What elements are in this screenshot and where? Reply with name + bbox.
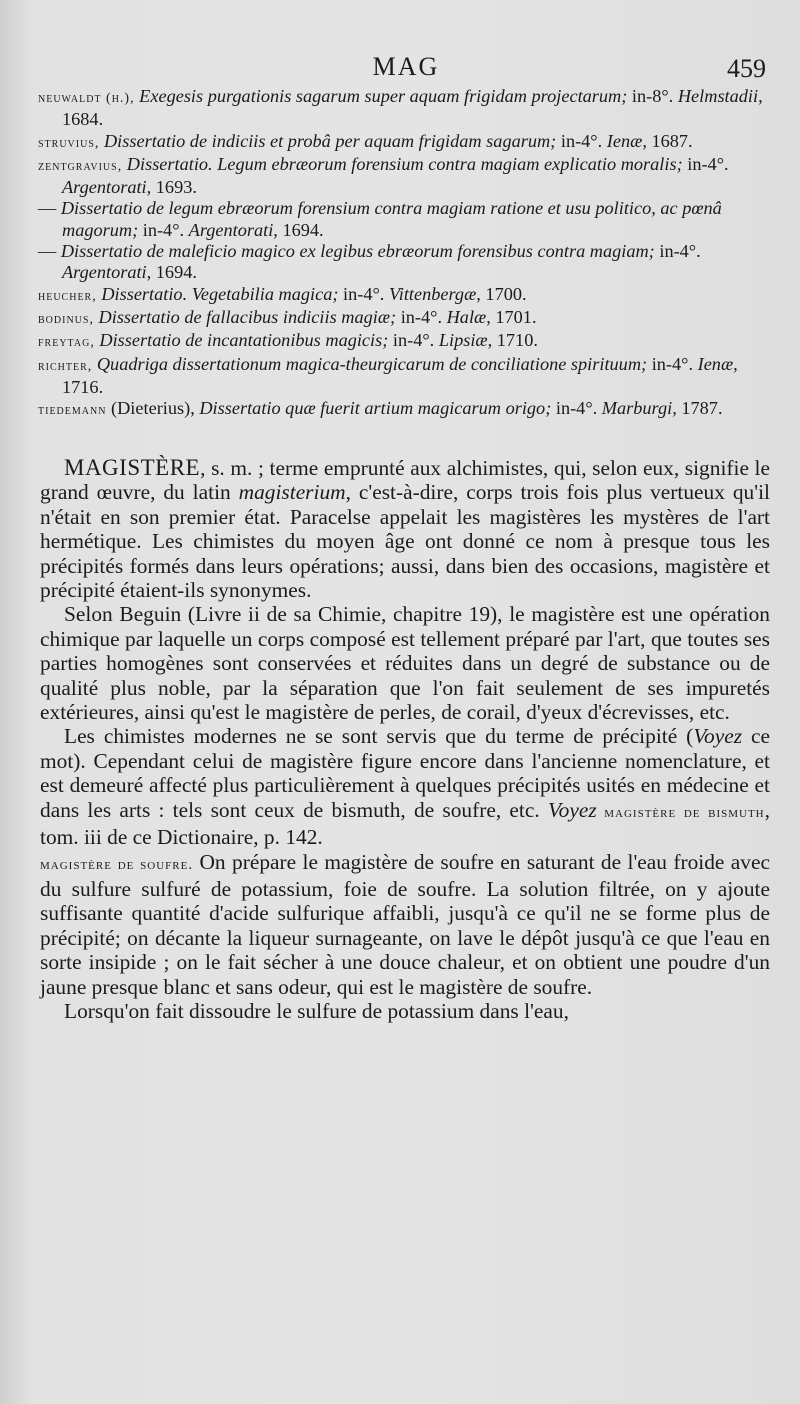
cross-reference: Voyez bbox=[693, 724, 743, 749]
bib-year: 1710. bbox=[496, 330, 538, 351]
bib-year: 1687. bbox=[651, 130, 693, 151]
bib-author: neuwaldt (h.), bbox=[38, 91, 135, 106]
bib-entry bbox=[38, 284, 770, 307]
cross-reference-term: magistère de bismuth bbox=[596, 804, 765, 821]
paragraph-text: , s. m. ; terme emprunté aux alchimistes, qui, selon eux, signifie le grand œuvre, du latin bbox=[40, 456, 770, 505]
bib-entry bbox=[38, 398, 770, 421]
subheading: magistère de soufre. bbox=[40, 856, 194, 873]
bib-entry bbox=[38, 330, 770, 353]
paragraph bbox=[40, 724, 770, 849]
paragraph: Lorsqu'on fait dissoudre le sulfure de potassium dans l'eau, bbox=[64, 998, 569, 1023]
bib-year: 1693. bbox=[155, 177, 197, 198]
paragraph bbox=[40, 456, 770, 602]
bib-format: in-4°. bbox=[343, 283, 385, 304]
bib-year: 1694. bbox=[282, 219, 324, 240]
bib-place: Halæ, bbox=[446, 306, 491, 327]
bib-format: in-4°. bbox=[142, 219, 185, 240]
bib-title: Exegesis purgationis sagarum super aquam frigidam projectarum; bbox=[139, 86, 628, 106]
bib-dash: — bbox=[38, 198, 57, 219]
bib-place: Ienæ, bbox=[697, 353, 738, 374]
bib-format: in-4°. bbox=[659, 241, 701, 262]
bib-year: 1787. bbox=[681, 398, 723, 419]
paragraph-text: On prépare le magistère de soufre en saturant de l'eau froide avec du sulfure sulfuré de potassium, foie de soufre. La solution filtrée, on y ajoute suffisante quantité d'acide sulfurique affaibli, jusqu'à ce qu'il ne se forme plus de précipité; on décante la liqueur surnageante, on lave le dépôt jusqu'à ce que l'eau en sorte insipide ; on le fait sécher à une douce chaleur, et on obtient une poudre d'un jaune presque blanc et sans odeur, qui est le magistère de soufre. bbox=[40, 849, 770, 999]
bib-author: zentgravius, bbox=[38, 158, 123, 174]
bib-format: in-4°. bbox=[400, 306, 443, 327]
bib-author: bodinus, bbox=[38, 311, 94, 327]
bib-title: Dissertatio quæ fuerit artium magicarum origo; bbox=[199, 398, 552, 419]
bib-format: in-4°. bbox=[651, 353, 694, 374]
bib-year: 1700. bbox=[485, 283, 527, 304]
bib-place: Ienæ, bbox=[606, 130, 647, 151]
paragraph-text: Les chimistes modernes ne se sont servis que du terme de précipité ( bbox=[64, 724, 694, 749]
bib-place: Marburgi, bbox=[601, 398, 677, 419]
bib-entry bbox=[38, 198, 770, 241]
running-head: MAG bbox=[372, 52, 440, 81]
bib-title: Dissertatio de fallacibus indiciis magiæ; bbox=[98, 306, 397, 327]
bib-title: Dissertatio. Vegetabilia magica; bbox=[101, 283, 339, 304]
bib-format: in-4°. bbox=[560, 130, 603, 151]
bib-author-extra: (Dieterius), bbox=[111, 398, 195, 419]
bib-year: 1701. bbox=[495, 306, 537, 327]
paragraph-text: ce mot). Cependant celui de magistère figure encore dans l'ancienne nomenclature, et est demeuré affecté plus particulièrement à quelques précipités usités en médecine et dans les arts : tels sont ceux de bismuth, de soufre, etc. bbox=[40, 724, 770, 822]
page-number: 459 bbox=[727, 54, 766, 83]
bib-entry bbox=[38, 241, 770, 284]
bib-title: Dissertatio de indiciis et probâ per aquam frigidam sagarum; bbox=[103, 130, 557, 151]
bib-year: 1716. bbox=[62, 376, 104, 397]
bib-title: Dissertatio de incantationibus magicis; bbox=[99, 330, 389, 351]
bib-format: in-4°. bbox=[687, 153, 729, 174]
paragraph-text: , c'est-à-dire, corps trois fois plus vertueux qu'il n'était en son premier état. Paracelse appelait les magistères les mystères de l'art hermétique. Les chimistes du moyen âge ont donné ce nom à presque tous les précipités formés dans leurs opérations; aussi, dans bien des occasions, magistère et précipité étaient-ils synonymes. bbox=[40, 480, 770, 603]
bib-title: Dissertatio de legum ebræorum forensium contra magiam ratione et usu politico, ac pœnâ magorum; bbox=[60, 198, 722, 240]
bib-format: in-4°. bbox=[555, 398, 598, 419]
bib-author: heucher, bbox=[38, 288, 97, 304]
bib-entry bbox=[38, 131, 770, 154]
paragraph bbox=[40, 850, 770, 999]
bib-title: Dissertatio de maleficio magico ex legibus ebræorum forensibus contra magiam; bbox=[60, 241, 655, 262]
bib-format: in-4°. bbox=[392, 330, 435, 351]
headword: MAGISTÈRE bbox=[64, 455, 201, 480]
latin-term: magisterium bbox=[238, 480, 346, 505]
article-body bbox=[40, 456, 770, 1023]
paragraph: Selon Beguin (Livre ii de sa Chimie, chapitre 19), le magistère est une opération chimique par laquelle un corps composé est tellement préparé par l'art, que toutes ses parties homogènes sont conservées et réduites dans un degré de substance ou de qualité plus noble, par la séparation que l'on fait seulement de ses impuretés extérieures, ainsi qu'est le magistère de perles, de corail, d'yeux d'écrevisses, etc. bbox=[40, 602, 770, 725]
bib-entry bbox=[38, 354, 770, 399]
bib-entry bbox=[38, 154, 770, 199]
bib-year: 1684. bbox=[62, 109, 104, 130]
bib-entry bbox=[38, 86, 770, 131]
bib-place: Argentorati, bbox=[62, 177, 152, 198]
bib-author: struvius, bbox=[38, 135, 100, 151]
bib-author: freytag, bbox=[38, 335, 95, 351]
bib-dash: — bbox=[38, 241, 57, 262]
bib-author: tiedemann bbox=[38, 403, 107, 419]
bib-title: Dissertatio. Legum ebræorum forensium contra magiam explicatio moralis; bbox=[126, 153, 683, 174]
bibliography-list bbox=[38, 86, 770, 421]
bib-place: Helmstadii, bbox=[677, 86, 763, 106]
cross-reference: Voyez bbox=[547, 797, 597, 822]
bib-entry bbox=[38, 307, 770, 330]
paragraph-text: , tom. iii de ce Dictionaire, p. 142. bbox=[40, 797, 770, 850]
bib-place: Argentorati, bbox=[62, 262, 152, 283]
bib-place: Argentorati, bbox=[188, 219, 278, 240]
bib-place: Lipsiæ, bbox=[438, 330, 493, 351]
bib-author: richter, bbox=[38, 358, 93, 374]
bib-title: Quadriga dissertationum magica-theurgicarum de conciliatione spirituum; bbox=[96, 353, 648, 374]
bib-year: 1694. bbox=[155, 262, 197, 283]
bib-format: in-8°. bbox=[631, 86, 674, 106]
bib-place: Vittenbergæ, bbox=[388, 283, 481, 304]
